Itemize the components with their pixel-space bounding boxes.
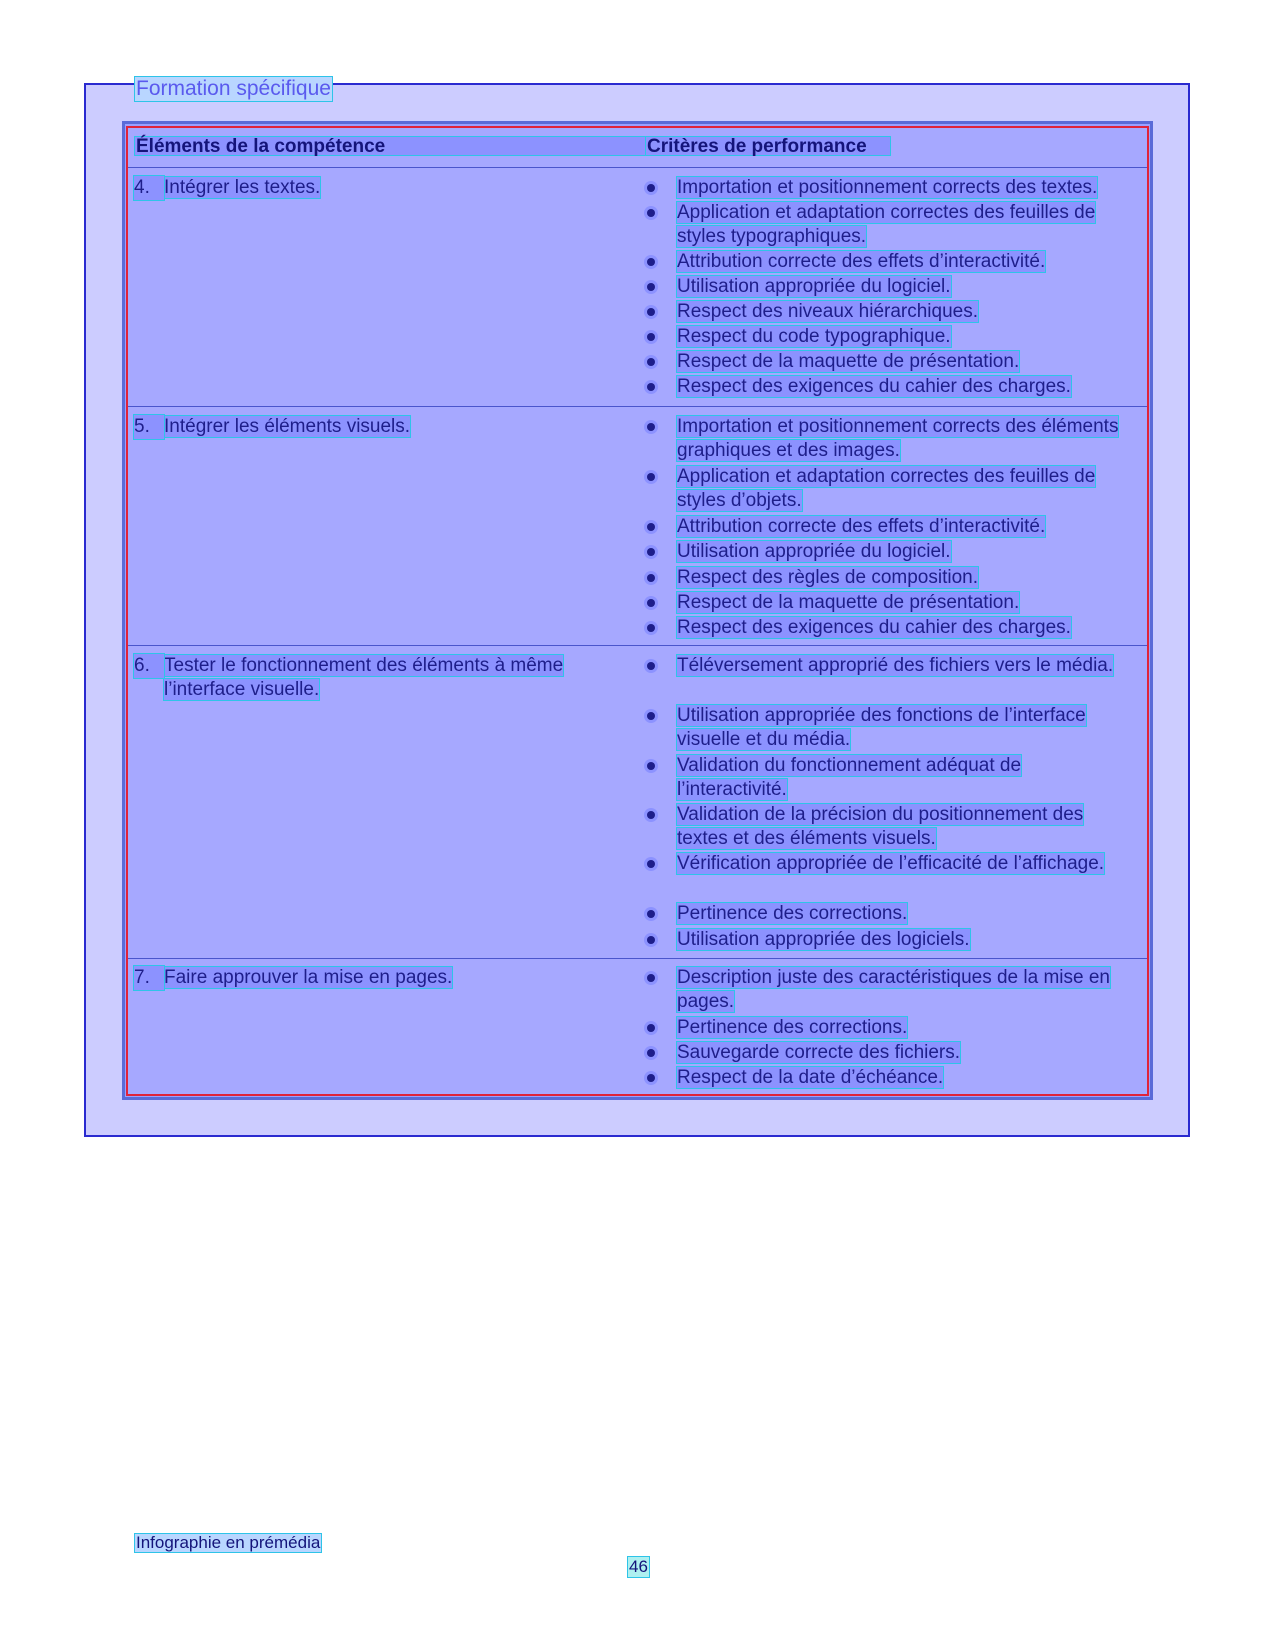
element-text: Intégrer les textes. [164, 177, 321, 198]
criteria-item [645, 902, 1135, 926]
criteria-item [645, 803, 1135, 851]
bullet-icon [647, 662, 655, 670]
criteria-text: Respect de la date d’échéance. [677, 1067, 944, 1088]
bullet-icon [647, 258, 655, 266]
element-text: Tester le fonctionnement des éléments à même l’interface visuelle. [164, 655, 564, 700]
bullet-icon [647, 811, 655, 819]
element-number: 4. [134, 176, 164, 200]
bullet-icon [647, 423, 655, 431]
criteria-text: Téléversement approprié des fichiers vers le média. [677, 655, 1114, 676]
criteria-item [645, 928, 1135, 952]
criteria-item [645, 176, 1135, 200]
criteria-item [645, 616, 1135, 640]
footer-program-name: Infographie en prémédia [136, 1533, 321, 1552]
element-row-7 [134, 966, 648, 990]
bullet-icon [647, 860, 655, 868]
criteria-text: Utilisation appropriée des fonctions de l’interface visuelle et du média. [677, 705, 1086, 750]
criteria-text: Importation et positionnement corrects des éléments graphiques et des images. [677, 416, 1119, 461]
criteria-text: Respect de la maquette de présentation. [677, 592, 1020, 613]
bullet-icon [647, 358, 655, 366]
criteria-item [645, 275, 1135, 299]
bullet-icon [647, 762, 655, 770]
criteria-text: Utilisation appropriée du logiciel. [677, 541, 951, 562]
criteria-item [645, 350, 1135, 374]
criteria-text: Respect des exigences du cahier des charges. [677, 376, 1071, 397]
bullet-icon [647, 473, 655, 481]
bullet-icon [647, 184, 655, 192]
bullet-icon [647, 1074, 655, 1082]
bullet-icon [647, 1024, 655, 1032]
criteria-item [645, 654, 1135, 678]
criteria-text: Utilisation appropriée du logiciel. [677, 276, 951, 297]
header-criteria: Critères de performance [645, 136, 891, 156]
criteria-item [645, 515, 1135, 539]
header-elements: Éléments de la compétence [134, 136, 647, 156]
criteria-item [645, 300, 1135, 324]
criteria-text: Respect des règles de composition. [677, 567, 978, 588]
criteria-item [645, 852, 1135, 876]
element-row-6 [134, 654, 648, 702]
criteria-text: Pertinence des corrections. [677, 1017, 908, 1038]
bullet-icon [647, 712, 655, 720]
criteria-item [645, 465, 1135, 513]
criteria-item [645, 325, 1135, 349]
criteria-text: Attribution correcte des effets d’interactivité. [677, 516, 1046, 537]
element-number: 5. [134, 415, 164, 439]
element-row-4 [134, 176, 648, 200]
criteria-item [645, 201, 1135, 249]
criteria-text: Respect des exigences du cahier des charges. [677, 617, 1071, 638]
bullet-icon [647, 624, 655, 632]
criteria-text: Description juste des caractéristiques de la mise en pages. [677, 967, 1110, 1012]
criteria-text: Respect des niveaux hiérarchiques. [677, 301, 979, 322]
element-number: 7. [134, 966, 164, 990]
element-number: 6. [134, 654, 164, 678]
criteria-text: Application et adaptation correctes des feuilles de styles d’objets. [677, 466, 1096, 511]
criteria-text: Validation du fonctionnement adéquat de l’interactivité. [677, 755, 1022, 800]
criteria-text: Respect du code typographique. [677, 326, 951, 347]
criteria-text: Vérification appropriée de l’efficacité de l’affichage. [677, 853, 1105, 874]
page-number: 46 [629, 1557, 648, 1576]
criteria-item [645, 704, 1135, 752]
bullet-icon [647, 936, 655, 944]
criteria-item [645, 1066, 1135, 1090]
criteria-item [645, 540, 1135, 564]
criteria-text: Importation et positionnement corrects des textes. [677, 177, 1098, 198]
bullet-icon [647, 283, 655, 291]
bullet-icon [647, 910, 655, 918]
bullet-icon [647, 1049, 655, 1057]
criteria-item [645, 754, 1135, 802]
bullet-icon [647, 333, 655, 341]
criteria-item [645, 566, 1135, 590]
criteria-item [645, 415, 1135, 463]
criteria-item [645, 966, 1135, 1014]
bullet-icon [647, 574, 655, 582]
criteria-item [645, 591, 1135, 615]
criteria-text: Application et adaptation correctes des feuilles de styles typographiques. [677, 202, 1096, 247]
criteria-item [645, 1041, 1135, 1065]
row-divider [128, 645, 1147, 646]
criteria-text: Pertinence des corrections. [677, 903, 908, 924]
criteria-item [645, 1016, 1135, 1040]
criteria-text: Validation de la précision du positionnement des textes et des éléments visuels. [677, 804, 1084, 849]
bullet-icon [647, 209, 655, 217]
criteria-text: Sauvegarde correcte des fichiers. [677, 1042, 961, 1063]
bullet-icon [647, 599, 655, 607]
bullet-icon [647, 548, 655, 556]
criteria-item [645, 250, 1135, 274]
criteria-item [645, 375, 1135, 399]
bullet-icon [647, 974, 655, 982]
bullet-icon [647, 308, 655, 316]
element-text: Intégrer les éléments visuels. [164, 416, 411, 437]
row-divider [128, 406, 1147, 407]
criteria-text: Respect de la maquette de présentation. [677, 351, 1020, 372]
section-title: Formation spécifique [136, 77, 331, 100]
criteria-text: Attribution correcte des effets d’interactivité. [677, 251, 1046, 272]
element-row-5 [134, 415, 648, 439]
bullet-icon [647, 523, 655, 531]
element-text: Faire approuver la mise en pages. [164, 967, 453, 988]
bullet-icon [647, 383, 655, 391]
criteria-text: Utilisation appropriée des logiciels. [677, 929, 970, 950]
row-divider [128, 958, 1147, 959]
